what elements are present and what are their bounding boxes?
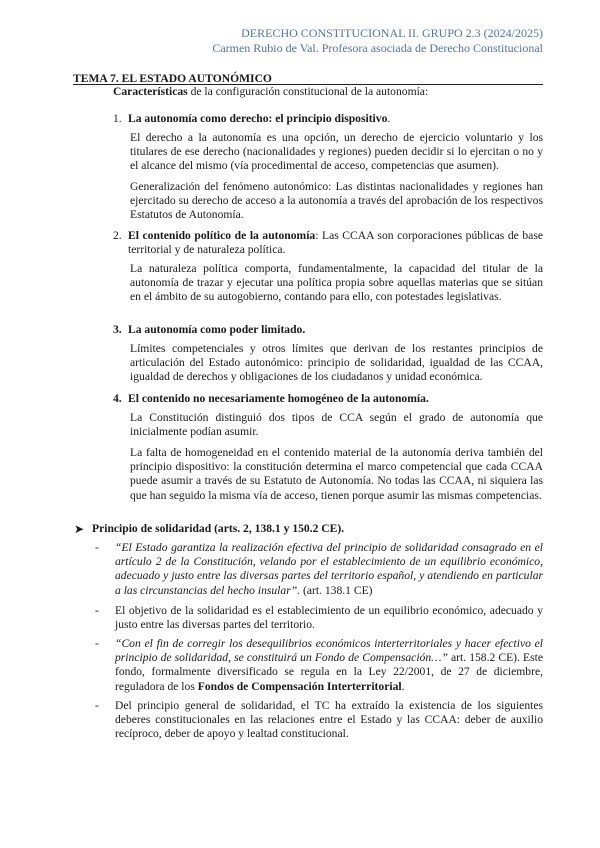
- quote-text: “Con el fin de corregir los desequilibrios económicos interterritoriales y hacer efectivo el principio de solidaridad, se constituirá un Fondo de Compensación…”: [115, 637, 543, 665]
- paragraph: Del principio general de solidaridad, el TC ha extraído la existencia de los siguientes deberes constitucionales en las relaciones entre el Estado y las CCAA: deber de auxilio recíproco, deber de apoyo y lealtad constitucional.: [115, 699, 543, 741]
- fund-name: Fondos de Compensación Interterritorial: [197, 679, 402, 693]
- intro-line: [113, 85, 543, 99]
- item-paragraph: La Constitución distinguió dos tipos de CCA según el grado de autonomía que inicialmente podían asumir.: [130, 411, 543, 439]
- item-heading: [128, 112, 543, 126]
- item-paragraph: Generalización del fenómeno autonómico: Las distintas nacionalidades y regiones han ejercitado su derecho de acceso a la autonomía a través del aprobación de los respectivos Estatutos de Autonomía.: [130, 180, 543, 222]
- item-heading: [128, 392, 543, 406]
- header-author: Carmen Rubio de Val. Profesora asociada de Derecho Constitucional: [212, 40, 543, 55]
- header-course: DERECHO CONSTITUCIONAL II. GRUPO 2.3 (2024/2025): [241, 26, 543, 40]
- item-title: El contenido político de la autonomía: [128, 229, 316, 242]
- item-title: El contenido no necesariamente homogéneo de la autonomía.: [128, 392, 429, 405]
- quote-paragraph: [115, 637, 543, 694]
- item-title-end: .: [387, 112, 391, 125]
- arrow-bullet-icon: ➤: [74, 522, 85, 536]
- item-title: La autonomía como derecho: el principio dispositivo: [128, 112, 388, 125]
- item-title-end: : Las CCAA son corporaciones públicas de base territorial y de naturaleza política.: [128, 229, 543, 257]
- paragraph-end: .: [401, 679, 405, 693]
- quote-text: “El Estado garantiza la realización efectiva del principio de solidaridad consagrado en el artículo 2 de la Constitución, velando por el establecimiento de un equilibrio económico, adecuado y justo entre las diversas partes del territorio español, y atendiendo en particular a las circunstancias del hecho insular”.: [115, 541, 543, 597]
- intro-bold: Características: [113, 85, 188, 98]
- item-title: La autonomía como poder limitado.: [128, 323, 306, 336]
- paragraph-text: art. 158.2 CE). Este fondo, formalmente diversificado se regula en la Ley 22/2001, de 27 de diciembre, reguladora de los: [115, 651, 543, 693]
- item-heading: [128, 323, 543, 337]
- paragraph: El objetivo de la solidaridad es el establecimiento de un equilibrio económico, adecuado y justo entre las diversas partes del territorio.: [115, 604, 543, 632]
- intro-rest: de la configuración constitucional de la autonomía:: [187, 85, 429, 98]
- item-heading: [128, 229, 543, 257]
- dash-bullet: -: [95, 541, 99, 554]
- dash-bullet: -: [95, 699, 99, 712]
- item-number: 4.: [113, 392, 122, 405]
- dash-bullet: -: [95, 604, 99, 617]
- item-number: 2.: [113, 229, 122, 242]
- quote-ref: (art. 138.1 CE): [300, 583, 373, 597]
- quote-paragraph: [115, 541, 543, 598]
- item-number: 1.: [113, 112, 122, 125]
- section-heading: Principio de solidaridad (arts. 2, 138.1 y 150.2 CE).: [92, 522, 345, 535]
- item-paragraph: Límites competenciales y otros límites que derivan de los restantes principios de articulación del Estado autonómico: principio de solidaridad, igualdad de las CCAA, igualdad de derechos y obligaciones de los ciudadanos y unidad económica.: [130, 342, 543, 384]
- dash-bullet: -: [95, 637, 99, 650]
- item-paragraph: La falta de homogeneidad en el contenido material de la autonomía deriva también del principio dispositivo: la constitución determina el marco competencial que cada CCAA puede asumir a través de su Estatuto de Autonomía. No todas las CCAA, ni siquiera las que han seguido la misma vía de acceso, tienen porque asumir las mismas competencias.: [130, 446, 543, 502]
- running-header: [212, 26, 543, 55]
- item-paragraph: La naturaleza política comporta, fundamentalmente, la capacidad del titular de la autonomía de trazar y ejecutar una política propia sobre aquellas materias que se sitúan en el ámbito de su autogobierno, contando para ello, con potestades legislativas.: [130, 262, 543, 304]
- item-number: 3.: [113, 323, 122, 336]
- item-paragraph: El derecho a la autonomía es una opción, un derecho de ejercicio voluntario y los titulares de ese derecho (nacionalidades y regiones) pueden decidir si lo ejercitan o no y el alcance del mismo (vía procedimental de acceso, competencias que asumen).: [130, 131, 543, 173]
- chapter-title: TEMA 7. EL ESTADO AUTONÓMICO: [73, 72, 272, 85]
